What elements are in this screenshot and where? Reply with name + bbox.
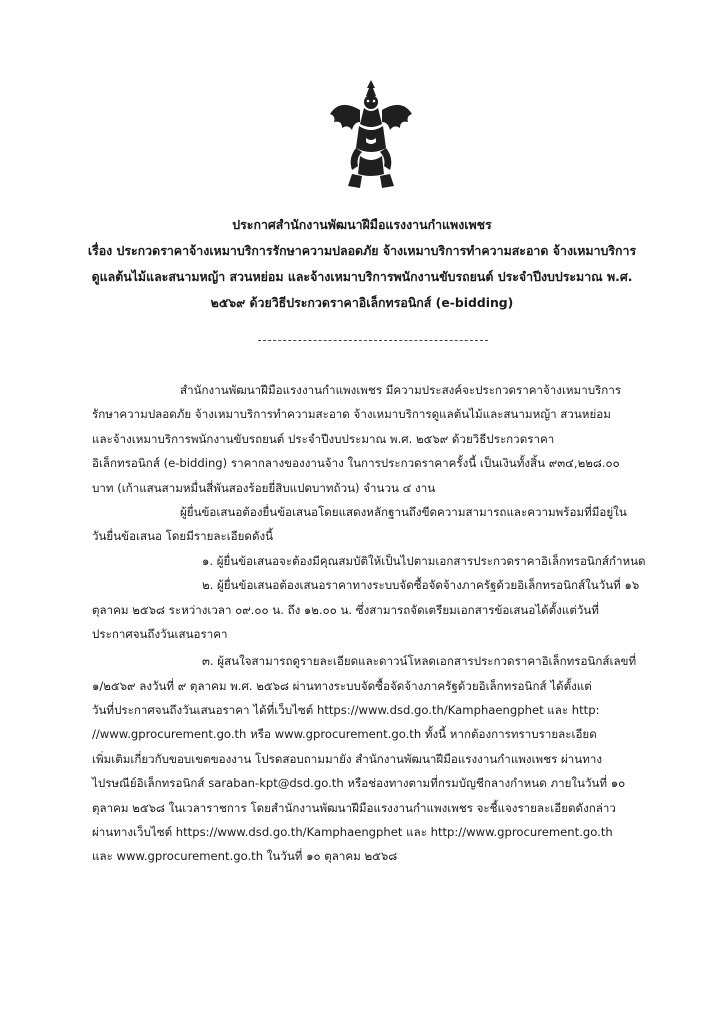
subject-line: ดูแลต้นไม้และสนามหญ้า สวนหย่อม และจ้างเหมาบริการพนักงานขับรถยนต์ ประจำปีงบประมาณ พ.ศ. xyxy=(91,269,633,284)
list-item: ๒. ผู้ยื่นข้อเสนอต้องเสนอราคาทางระบบจัดซื้อจัดจ้างภาครัฐด้วยอิเล็กทรอนิกส์ในวันที่ ๑๖ xyxy=(202,578,640,593)
paragraph-line: และ www.gprocurement.go.th ในวันที่ ๑๐ ตุลาคม ๒๕๖๘ xyxy=(92,849,398,864)
paragraph-line: สำนักงานพัฒนาฝีมือแรงงานกำแพงเพชร มีความประสงค์จะประกวดราคาจ้างเหมาบริการ xyxy=(180,383,622,397)
paragraph-line: รักษาความปลอดภัย จ้างเหมาบริการทำความสะอาด จ้างเหมาบริการดูแลต้นไม้และสนามหญ้า สวนหย่อม xyxy=(92,407,611,422)
list-item: ๑. ผู้ยื่นข้อเสนอจะต้องมีคุณสมบัติให้เป็นไปตามเอกสารประกวดราคาอิเล็กทรอนิกส์กำหนด xyxy=(202,553,646,568)
paragraph-line: บาท (เก้าแสนสามหมื่นสี่พันสองร้อยยี่สิบแปดบาทถ้วน) จำนวน ๔ งาน xyxy=(92,480,436,495)
paragraph-line: ตุลาคม ๒๕๖๘ ในเวลาราชการ โดยสำนักงานพัฒนาฝีมือแรงงานกำแพงเพชร จะชี้แจงรายละเอียดดังกล่าว xyxy=(92,800,616,815)
announcement-title: ประกาศสำนักงานพัฒนาฝีมือแรงงานกำแพงเพชร xyxy=(232,217,492,232)
paragraph-line: เพิ่มเติมเกี่ยวกับขอบเขตของงาน โปรดสอบถามมายัง สำนักงานพัฒนาฝีมือแรงงานกำแพงเพชร ผ่านทาง xyxy=(92,751,603,766)
paragraph-line: ๑/๒๕๖๙ ลงวันที่ ๙ ตุลาคม พ.ศ. ๒๕๖๘ ผ่านทางระบบจัดซื้อจัดจ้างภาครัฐด้วยอิเล็กทรอนิกส์ ได้ตั้งแต่ xyxy=(92,678,592,693)
divider xyxy=(258,340,488,341)
paragraph-line: วันที่ประกาศจนถึงวันเสนอราคา ได้ที่เว็บไซต์ https://www.dsd.go.th/Kamphaengphet และ http: xyxy=(92,703,600,718)
paragraph-line: ประกาศจนถึงวันเสนอราคา xyxy=(92,626,228,641)
paragraph-line: ผ่านทางเว็บไซต์ https://www.dsd.go.th/Kamphaengphet และ http://www.gprocurement.go.th xyxy=(92,825,613,840)
paragraph-line: //www.gprocurement.go.th หรือ www.gprocurement.go.th ทั้งนี้ หากต้องการทราบรายละเอียด xyxy=(92,727,597,742)
paragraph-line: ไปรษณีย์อิเล็กทรอนิกส์ saraban-kpt@dsd.go.th หรือช่องทางตามที่กรมบัญชีกลางกำหนด ภายในวันที่ ๑๐ xyxy=(92,776,626,791)
paragraph-line: และจ้างเหมาบริการพนักงานขับรถยนต์ ประจำปีงบประมาณ พ.ศ. ๒๕๖๙ ด้วยวิธีประกวดราคา xyxy=(92,431,555,446)
paragraph-line: ผู้ยื่นข้อเสนอต้องยื่นข้อเสนอโดยแสดงหลักฐานถึงขีดความสามารถและความพร้อมที่มีอยู่ใน xyxy=(180,504,627,519)
list-item: ๓. ผู้สนใจสามารถดูรายละเอียดและดาวน์โหลดเอกสารประกวดราคาอิเล็กทรอนิกส์เลขที่ xyxy=(202,654,637,669)
announcement-body xyxy=(92,378,692,869)
subject-line: ๒๕๖๙ ด้วยวิธีประกวดราคาอิเล็กทรอนิกส์ (e-bidding) xyxy=(210,295,514,310)
paragraph-line: อิเล็กทรอนิกส์ (e-bidding) ราคากลางของงานจ้าง ในการประกวดราคาครั้งนี้ เป็นเงินทั้งสิ้น ๙๓๔,๒๒๘.๐๐ xyxy=(92,456,620,471)
paragraph-line: วันยื่นข้อเสนอ โดยมีรายละเอียดดังนี้ xyxy=(92,529,274,544)
announcement-heading xyxy=(60,212,664,316)
paragraph-line: ตุลาคม ๒๕๖๘ ระหว่างเวลา ๐๙.๐๐ น. ถึง ๑๒.๐๐ น. ซึ่งสามารถจัดเตรียมเอกสารข้อเสนอได้ตั้งแต่วันที่ xyxy=(92,602,599,617)
subject-line: เรื่อง ประกวดราคาจ้างเหมาบริการรักษาความปลอดภัย จ้างเหมาบริการทำความสะอาด จ้างเหมาบริการ xyxy=(87,243,637,258)
garuda-emblem-icon xyxy=(326,78,416,190)
